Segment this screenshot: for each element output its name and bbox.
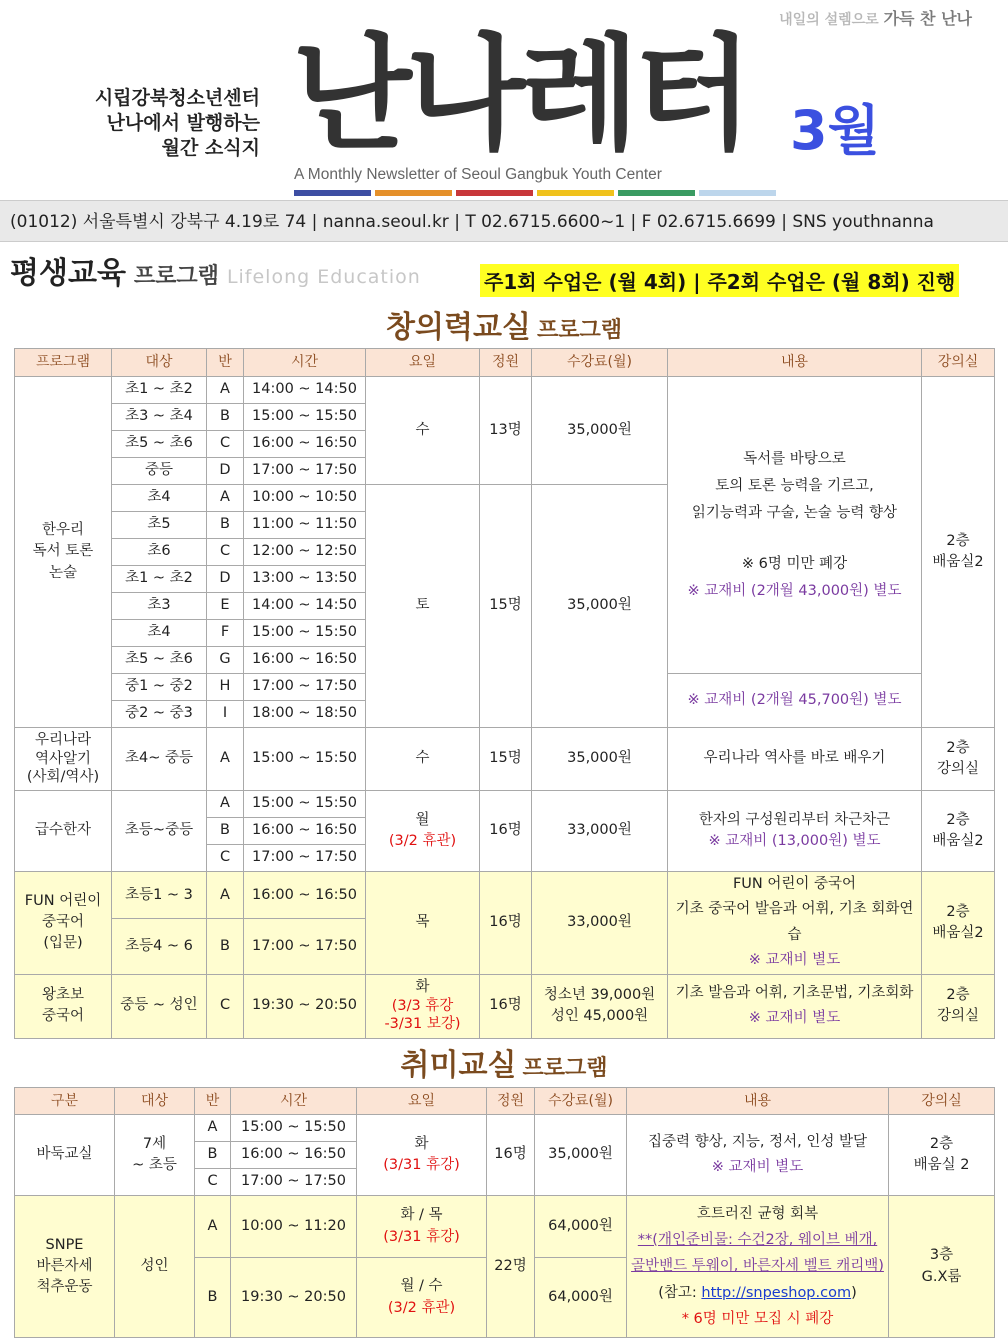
- fee-cell: 64,000원: [535, 1196, 627, 1258]
- newsletter-subtitle: A Monthly Newsletter of Seoul Gangbuk Youth Center: [294, 166, 662, 183]
- class-cell: B: [195, 1258, 231, 1338]
- content-cell: [668, 974, 922, 1038]
- target-cell: 초1 ~ 초2: [112, 566, 207, 593]
- newsletter-title: 난나레터: [292, 23, 748, 167]
- class-cell: F: [207, 620, 244, 647]
- day-note: (3/2 휴관): [387, 1299, 456, 1316]
- room-line: 2층: [946, 903, 970, 920]
- header-cell: 시간: [231, 1088, 357, 1115]
- program-name: [15, 1196, 115, 1338]
- capacity-cell: 16명: [487, 1115, 535, 1196]
- header-cell: 대상: [115, 1088, 195, 1115]
- room-line: 강의실: [936, 761, 980, 777]
- room-line: 3층: [929, 1247, 954, 1264]
- room-cell: [922, 872, 995, 975]
- class-cell: D: [207, 458, 244, 485]
- color-bar: [294, 190, 776, 196]
- time-cell: 17:00 ~ 17:50: [244, 674, 366, 701]
- program-name: 바둑교실: [15, 1115, 115, 1196]
- program-name: [15, 872, 112, 975]
- time-cell: 10:00 ~ 11:20: [231, 1196, 357, 1258]
- creative-class-table: [14, 348, 995, 1039]
- section-heading: [10, 248, 421, 296]
- content-line: 골반밴드 투웨이, 바른자세 벨트 캐리백): [631, 1258, 884, 1275]
- time-cell: 15:00 ~ 15:50: [244, 404, 366, 431]
- content-cell: [668, 872, 922, 975]
- time-cell: 10:00 ~ 10:50: [244, 485, 366, 512]
- issue-month: 3월: [790, 99, 880, 162]
- day-cell: [366, 974, 480, 1038]
- header-cell: 강의실: [922, 349, 995, 377]
- target-cell: [115, 1115, 195, 1196]
- program-line: 역사알기: [34, 750, 92, 767]
- fee-cell: 35,000원: [535, 1115, 627, 1196]
- table-header-row: [15, 1088, 995, 1115]
- target-cell: 초1 ~ 초2: [112, 377, 207, 404]
- class-cell: C: [207, 974, 244, 1038]
- header-cell: 수강료(월): [532, 349, 668, 377]
- color-bar-segment: [618, 190, 695, 196]
- class-cell: C: [207, 539, 244, 566]
- room-cell: [922, 728, 995, 791]
- program-line: 우리나라: [34, 731, 92, 748]
- day-note: (3/31 휴강): [383, 1228, 460, 1245]
- room-cell: [922, 791, 995, 872]
- room-cell: [922, 377, 995, 728]
- header-cell: 수강료(월): [535, 1088, 627, 1115]
- content-line: ※ 교재비 (2개월 43,000원) 별도: [687, 582, 902, 599]
- org-line: 난나에서 발행하는: [106, 112, 260, 134]
- slogan-part2: 가득 찬 난나: [883, 9, 972, 28]
- program-line: SNPE: [45, 1236, 84, 1253]
- slogan-part1: 내일의 설렘으로: [779, 12, 879, 28]
- room-line: 2층: [946, 986, 970, 1003]
- target-cell: 초5: [112, 512, 207, 539]
- day-line: 화: [415, 978, 430, 995]
- room-line: 2층: [946, 739, 970, 756]
- content-line: 토의 토론 능력을 기르고,: [715, 477, 874, 494]
- fee-line: 청소년 39,000원: [543, 986, 656, 1003]
- target-cell: 중2 ~ 중3: [112, 701, 207, 728]
- room-line: 2층: [929, 1135, 954, 1152]
- address-bar: (01012) 서울특별시 강북구 4.19로 74 | nanna.seoul.kr | T 02.6715.6600~1 | F 02.6715.6699 | SNS youthnanna: [0, 200, 1008, 242]
- day-line: 화 / 목: [400, 1207, 443, 1224]
- section-title-en: Lifelong Education: [226, 266, 421, 288]
- time-cell: 17:00 ~ 17:50: [244, 845, 366, 872]
- day-cell: 수: [366, 728, 480, 791]
- time-cell: 13:00 ~ 13:50: [244, 566, 366, 593]
- day-cell: [357, 1258, 487, 1338]
- time-cell: 15:00 ~ 15:50: [231, 1115, 357, 1142]
- room-line: 배움실2: [932, 554, 984, 570]
- fee-cell: 35,000원: [532, 728, 668, 791]
- fee-cell: 64,000원: [535, 1258, 627, 1338]
- section-title-suffix: 프로그램: [133, 264, 219, 289]
- creative-title-suffix: 프로그램: [536, 318, 622, 343]
- target-cell: 초4~ 중등: [112, 728, 207, 791]
- time-cell: 17:00 ~ 17:50: [231, 1169, 357, 1196]
- time-cell: 16:00 ~ 16:50: [231, 1142, 357, 1169]
- target-cell: 성인: [115, 1196, 195, 1338]
- target-cell: 초3: [112, 593, 207, 620]
- content-line: ※ 교재비 별도: [711, 1159, 804, 1175]
- class-cell: E: [207, 593, 244, 620]
- day-cell: [357, 1196, 487, 1258]
- room-line: G.X룸: [921, 1268, 962, 1285]
- content-line: [629, 1280, 886, 1306]
- program-line: 척추운동: [36, 1279, 93, 1295]
- class-cell: C: [207, 845, 244, 872]
- target-cell: 초4: [112, 620, 207, 647]
- content-line: ※ 6명 미만 폐강: [741, 555, 848, 572]
- room-line: 배움실2: [932, 833, 984, 849]
- class-cell: B: [207, 919, 244, 974]
- hobby-title-suffix: 프로그램: [522, 1056, 608, 1081]
- content-line: ※ 교재비 별도: [748, 1010, 841, 1026]
- target-cell: 초6: [112, 539, 207, 566]
- program-line: 독서 토론: [32, 543, 94, 560]
- target-cell: 중등: [112, 458, 207, 485]
- section-title: 평생교육: [10, 256, 126, 291]
- program-line: 중국어: [41, 1008, 85, 1024]
- target-line: ~ 초등: [132, 1157, 177, 1173]
- program-line: 한우리: [41, 522, 85, 539]
- time-cell: 19:30 ~ 20:50: [231, 1258, 357, 1338]
- fee-line: 성인 45,000원: [550, 1008, 649, 1024]
- capacity-cell: 13명: [480, 377, 532, 485]
- class-cell: B: [207, 404, 244, 431]
- table-row: [15, 1196, 995, 1258]
- capacity-cell: 16명: [480, 791, 532, 872]
- slogan: [779, 6, 972, 29]
- class-cell: H: [207, 674, 244, 701]
- org-description: [60, 86, 260, 161]
- header-cell: 대상: [112, 349, 207, 377]
- content-line: FUN 어린이 중국어: [732, 876, 857, 892]
- content-line: 기초 발음과 어휘, 기초문법, 기초회화: [675, 985, 914, 1002]
- table-row: [15, 791, 995, 818]
- table-row: [15, 728, 995, 791]
- day-cell: 수: [366, 377, 480, 485]
- time-cell: 15:00 ~ 15:50: [244, 620, 366, 647]
- content-line: 읽기능력과 구술, 논술 능력 향상: [691, 504, 898, 521]
- capacity-cell: 22명: [487, 1196, 535, 1338]
- time-cell: 16:00 ~ 16:50: [244, 872, 366, 919]
- target-cell: 초5 ~ 초6: [112, 431, 207, 458]
- content-line: 독서를 바탕으로: [743, 450, 846, 467]
- day-note: (3/31 휴강): [383, 1157, 460, 1173]
- content-line: * 6명 미만 모집 시 폐강: [681, 1310, 834, 1327]
- target-line: 7세: [142, 1135, 167, 1152]
- class-cell: C: [207, 431, 244, 458]
- content-cell: [627, 1196, 889, 1338]
- day-cell: [366, 791, 480, 872]
- class-frequency-notice: 주1회 수업은 (월 4회) | 주2회 수업은 (월 8회) 진행: [480, 264, 959, 297]
- header-cell: 시간: [244, 349, 366, 377]
- fee-cell: 33,000원: [532, 872, 668, 975]
- target-cell: 초4: [112, 485, 207, 512]
- header-cell: 반: [207, 349, 244, 377]
- creative-class-title: [0, 302, 1008, 346]
- program-line: 바른자세: [36, 1257, 93, 1274]
- org-line: 시립강북청소년센터: [94, 87, 260, 109]
- room-line: 배움실2: [932, 924, 984, 941]
- time-cell: 17:00 ~ 17:50: [244, 919, 366, 974]
- program-line: 중국어: [41, 914, 85, 931]
- room-line: 배움실 2: [913, 1157, 970, 1173]
- fee-cell: 33,000원: [532, 791, 668, 872]
- class-cell: A: [207, 872, 244, 919]
- room-line: 2층: [946, 811, 970, 828]
- time-cell: 18:00 ~ 18:50: [244, 701, 366, 728]
- header-cell: 내용: [668, 349, 922, 377]
- time-cell: 15:00 ~ 15:50: [244, 791, 366, 818]
- class-cell: B: [207, 512, 244, 539]
- day-line: 월: [415, 811, 430, 828]
- room-cell: [889, 1196, 995, 1338]
- snpeshop-link[interactable]: http://snpeshop.com: [701, 1284, 852, 1301]
- header-cell: 반: [195, 1088, 231, 1115]
- class-cell: A: [207, 377, 244, 404]
- target-cell: 중1 ~ 중2: [112, 674, 207, 701]
- content-cell: [627, 1115, 889, 1196]
- capacity-cell: 16명: [480, 872, 532, 975]
- table-header-row: [15, 349, 995, 377]
- content-line: 흐트러진 균형 회복: [696, 1206, 819, 1223]
- ref-suffix: ): [851, 1284, 857, 1301]
- class-cell: B: [207, 818, 244, 845]
- time-cell: 16:00 ~ 16:50: [244, 647, 366, 674]
- target-cell: 초등4 ~ 6: [112, 919, 207, 974]
- color-bar-segment: [294, 190, 371, 196]
- table-row: [15, 872, 995, 919]
- time-cell: 14:00 ~ 14:50: [244, 593, 366, 620]
- target-cell: 초등1 ~ 3: [112, 872, 207, 919]
- header-cell: 강의실: [889, 1088, 995, 1115]
- day-line: 월 / 수: [400, 1278, 443, 1295]
- time-cell: 12:00 ~ 12:50: [244, 539, 366, 566]
- program-line: FUN 어린이: [24, 893, 102, 910]
- hobby-title: 취미교실: [400, 1048, 517, 1083]
- day-note: (3/3 휴강: [391, 997, 454, 1014]
- content-line: 한자의 구성원리부터 차근차근: [698, 811, 891, 828]
- class-cell: A: [195, 1115, 231, 1142]
- hobby-class-table: [14, 1087, 995, 1338]
- class-cell: D: [207, 566, 244, 593]
- time-cell: 11:00 ~ 11:50: [244, 512, 366, 539]
- time-cell: 16:00 ~ 16:50: [244, 818, 366, 845]
- target-cell: 초3 ~ 초4: [112, 404, 207, 431]
- color-bar-segment: [537, 190, 614, 196]
- header-cell: 정원: [487, 1088, 535, 1115]
- creative-title: 창의력교실: [386, 310, 531, 345]
- time-cell: 17:00 ~ 17:50: [244, 458, 366, 485]
- content-cell: 우리나라 역사를 바로 배우기: [668, 728, 922, 791]
- content-cell: ※ 교재비 (2개월 45,700원) 별도: [668, 674, 922, 728]
- class-cell: A: [207, 485, 244, 512]
- header-cell: 구분: [15, 1088, 115, 1115]
- content-line: ※ 교재비 (13,000원) 별도: [708, 833, 881, 849]
- day-cell: 목: [366, 872, 480, 975]
- time-cell: 19:30 ~ 20:50: [244, 974, 366, 1038]
- program-line: 왕초보: [41, 986, 85, 1003]
- org-line: 월간 소식지: [161, 137, 260, 159]
- capacity-cell: 15명: [480, 485, 532, 728]
- header-cell: 요일: [366, 349, 480, 377]
- color-bar-segment: [375, 190, 452, 196]
- program-line: (입문): [43, 935, 83, 952]
- time-cell: 15:00 ~ 15:50: [244, 728, 366, 791]
- header-cell: 정원: [480, 349, 532, 377]
- room-cell: [922, 974, 995, 1038]
- header-cell: 프로그램: [15, 349, 112, 377]
- header-cell: 내용: [627, 1088, 889, 1115]
- class-cell: G: [207, 647, 244, 674]
- target-cell: 초등~중등: [112, 791, 207, 872]
- program-line: (사회/역사): [26, 769, 100, 786]
- room-cell: [889, 1115, 995, 1196]
- target-cell: 초5 ~ 초6: [112, 647, 207, 674]
- table-row: [15, 1115, 995, 1142]
- class-cell: A: [195, 1196, 231, 1258]
- class-cell: C: [195, 1169, 231, 1196]
- room-line: 2층: [946, 532, 970, 549]
- fee-cell: [532, 974, 668, 1038]
- content-line: **(개인준비물: 수건2장, 웨이브 베개,: [637, 1232, 878, 1249]
- day-note: (3/2 휴관): [388, 833, 457, 849]
- day-cell: 토: [366, 485, 480, 728]
- program-name: [15, 974, 112, 1038]
- day-note: -3/31 보강): [384, 1016, 461, 1033]
- room-line: 강의실: [936, 1008, 980, 1024]
- capacity-cell: 16명: [480, 974, 532, 1038]
- time-cell: 16:00 ~ 16:50: [244, 431, 366, 458]
- class-cell: B: [195, 1142, 231, 1169]
- fee-cell: 35,000원: [532, 377, 668, 485]
- class-cell: A: [207, 728, 244, 791]
- header-cell: 요일: [357, 1088, 487, 1115]
- program-name: [15, 377, 112, 728]
- content-cell: [668, 791, 922, 872]
- hobby-class-title: [0, 1040, 1008, 1084]
- program-name: 급수한자: [15, 791, 112, 872]
- table-row: [15, 377, 995, 404]
- time-cell: 14:00 ~ 14:50: [244, 377, 366, 404]
- day-line: 화: [414, 1135, 429, 1152]
- content-line: ※ 교재비 별도: [748, 952, 841, 969]
- ref-prefix: (참고:: [658, 1284, 702, 1301]
- color-bar-segment: [699, 190, 776, 196]
- content-cell: [668, 377, 922, 674]
- program-name: [15, 728, 112, 791]
- class-cell: I: [207, 701, 244, 728]
- target-cell: 중등 ~ 성인: [112, 974, 207, 1038]
- content-line: 기초 중국어 발음과 어휘, 기초 회화연습: [675, 901, 914, 943]
- capacity-cell: 15명: [480, 728, 532, 791]
- day-cell: [357, 1115, 487, 1196]
- program-line: 논술: [48, 564, 77, 581]
- table-row: [15, 974, 995, 1038]
- color-bar-segment: [456, 190, 533, 196]
- fee-cell: 35,000원: [532, 485, 668, 728]
- content-line: 집중력 향상, 지능, 정서, 인성 발달: [648, 1133, 867, 1150]
- class-cell: A: [207, 791, 244, 818]
